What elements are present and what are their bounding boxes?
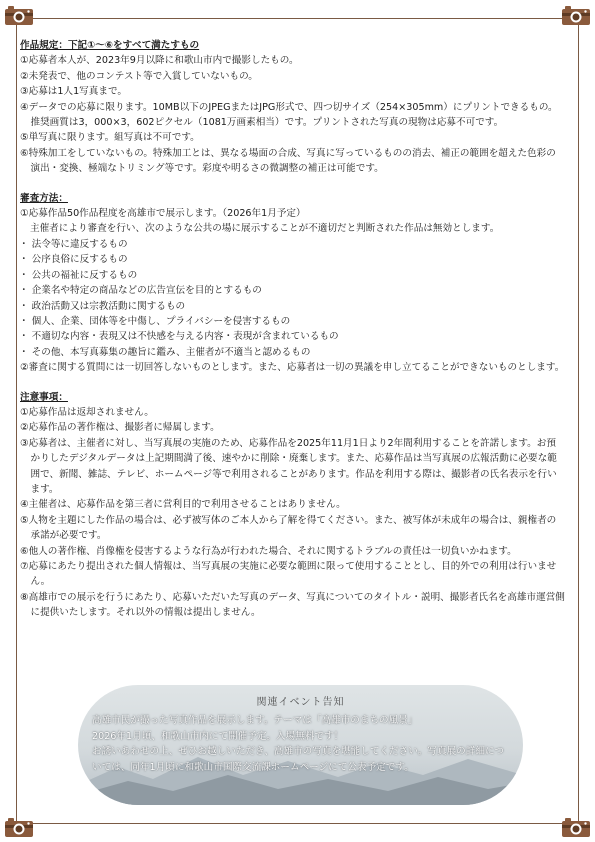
review-bullet: ・ 公共の福祉に反するもの (19, 269, 138, 281)
rule-item: ⑤単写真に限ります。組写真は不可です。 (20, 132, 200, 144)
note-item: ③応募者は、主催者に対し、当写真展の実施のため、応募作品を2025年11月1日より2年間利用することを許諾します。お預かりしたデジタルデータは上記期間満了後、速やかに削除・廃棄します。また、応募作品は当写真展の広報活動に必要な範囲で、新聞、雑誌、テレビ、ホームページ等で利用されることがあります。作品を利用する際は、撮影者の氏名表示を行います。 (20, 437, 557, 495)
review-note: 主催者により審査を行い、次のような公共の場に展示することが不適切だと判断された作品は無効とします。 (30, 223, 500, 235)
review-bullet: ・ 政治活動又は宗教活動に関するもの (19, 300, 186, 312)
event-line: 高雄市民が撮った写真作品を展示します。テーマは「高雄市のまちの風景」 (92, 715, 418, 726)
note-item: ⑥他人の著作権、肖像権を侵害するような行為が行われた場合、それに関するトラブルの責任は一切負いかねます。 (20, 545, 517, 557)
note-item: ⑤人物を主題にした作品の場合は、必ず被写体のご本人から了解を得てください。また、被写体が未成年の場合は、親権者の承諾が必要です。 (20, 514, 557, 542)
review-bullet: ・ 不適切な内容・表現又は不快感を与える内容・表現が含まれているもの (19, 331, 339, 343)
review-item: ①応募作品50作品程度を高雄市で展示します。（2026年1月予定） (20, 208, 306, 220)
camera-icon (4, 4, 34, 26)
review-bullet: ・ その他、本写真募集の趣旨に鑑み、主催者が不適当と認めるもの (19, 346, 311, 358)
note-item: ②応募作品の著作権は、撮影者に帰属します。 (20, 422, 220, 434)
event-body (92, 713, 512, 775)
review-bullet: ・ 公序良俗に反するもの (19, 254, 128, 266)
event-title: 関連イベント告知 (256, 697, 345, 708)
notes-title: 注意事項： (20, 391, 68, 403)
review-bullet: ・ 企業名や特定の商品などの広告宣伝を目的とするもの (19, 285, 262, 297)
rule-item: ④データでの応募に限ります。10MB以下のJPEGまたはJPG形式で、四つ切サイズ（254×305mm）にプリントできるもの。推奨画質は3，000×3，602ピクセル（1081万画素相当）です。プリントされた写真の現物は応募不可です。 (20, 101, 558, 129)
review-bullet: ・ 個人、企業、団体等を中傷し、プライバシーを侵害するもの (19, 315, 291, 327)
event-line: お誘いあわせの上、ぜひお越しいただき、高雄市の写真を堪能してください。写真展の詳細については、同年1月頃に和歌山市国際交流課ホームページにて公表予定です。 (92, 746, 504, 773)
rule-item: ⑥特殊加工をしていないもの。特殊加工とは、異なる場面の合成、写真に写っているものの消去、補正の範囲を超えた色彩の演出・変換、極端なトリミング等です。彩度や明るさの微調整の補正は可能です。 (20, 147, 556, 175)
note-item: ⑦応募にあたり提出された個人情報は、当写真展の実施に必要な範囲に限って使用することとし、目的外での利用は行いません。 (20, 561, 557, 588)
rule-item: ②未発表で、他のコンテスト等で入賞していないもの。 (20, 70, 258, 82)
note-item: ④主催者は、応募作品を第三者に営利目的で利用させることはありません。 (20, 499, 346, 511)
review-bullet: ・ 法令等に違反するもの (19, 238, 128, 250)
document-body (20, 38, 565, 621)
rule-item: ①応募者本人が、2023年9月以降に和歌山市内で撮影したもの。 (20, 55, 299, 67)
event-announcement (78, 685, 523, 805)
event-line: 2026年1月頃、和歌山市内にて開催予定。入場無料です！ (92, 730, 344, 742)
camera-icon (4, 816, 34, 838)
rules-title: 作品規定：下記①～⑥をすべて満たすもの (20, 40, 200, 51)
note-item: ⑧高雄市での展示を行うにあたり、応募いただいた写真のデータ、写真についてのタイトル・説明、撮影者氏名を高雄市運営側に提供いたします。それ以外の情報は提出しません。 (20, 591, 565, 619)
note-item: ①応募作品は返却されません。 (20, 406, 154, 418)
camera-icon (561, 4, 591, 26)
review-title: 審査方法： (20, 192, 68, 204)
rule-item: ③応募は1人1写真まで。 (20, 86, 127, 98)
camera-icon (561, 816, 591, 838)
review-item: ②審査に関する質問には一切回答しないものとします。また、応募者は一切の異議を申し立てることができないものとします。 (20, 362, 565, 374)
